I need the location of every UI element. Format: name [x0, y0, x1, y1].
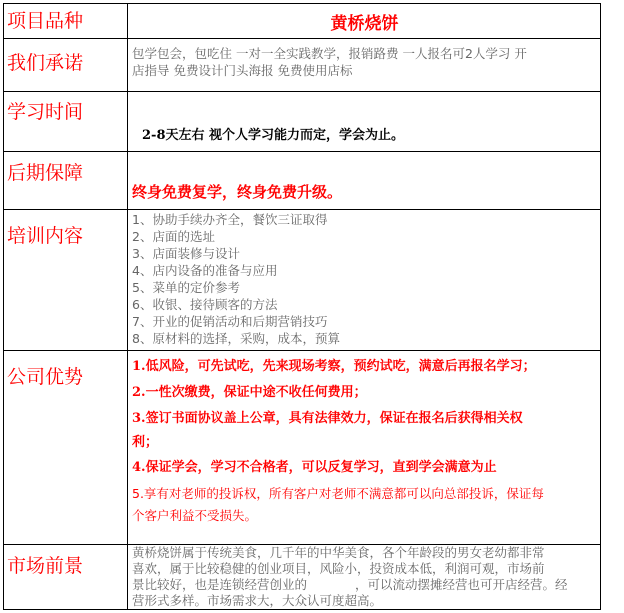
label-market: 市场前景 [4, 545, 128, 610]
row-variety [4, 4, 601, 39]
info-table [3, 3, 601, 610]
advantage-item-2: 2.一性次缴费，保证中途不收任何费用； [132, 385, 367, 400]
row-market [4, 545, 601, 610]
advantage-item-5: 5.享有对老师的投诉权，所有客户对老师不满意都可以向总部投诉，保证每 [132, 486, 544, 501]
value-guarantee: 终身免费复学，终身免费升级。 [128, 152, 601, 210]
advantage-item-3-cont: 利； [132, 435, 159, 450]
value-time: 2-8天左右 视个人学习能力而定，学会为止。 [128, 92, 601, 152]
market-line-3b: ，可以流动摆摊经营也可开店经营。经 [355, 577, 568, 592]
training-item-8: 8、原材料的选择，采购，成本，预算 [132, 331, 340, 346]
training-item-3: 3、店面装修与设计 [132, 246, 240, 261]
label-training: 培训内容 [4, 210, 128, 351]
advantage-item-5-cont: 个客户利益不受损失。 [132, 508, 258, 523]
value-advantages [128, 351, 601, 545]
row-promise [4, 39, 601, 92]
row-advantages [4, 351, 601, 545]
value-training [128, 210, 601, 351]
training-item-1: 1、协助手续办齐全，餐饮三证取得 [132, 212, 328, 227]
value-promise [128, 39, 601, 92]
label-time: 学习时间 [4, 92, 128, 152]
row-guarantee [4, 152, 601, 210]
promise-line-2: 店指导 免费设计门头海报 免费使用店标 [132, 63, 353, 78]
training-item-5: 5、菜单的定价参考 [132, 280, 240, 295]
label-advantages: 公司优势 [4, 351, 128, 545]
training-item-2: 2、店面的选址 [132, 229, 215, 244]
advantage-item-3: 3.签订书面协议盖上公章，具有法律效力，保证在报名后获得相关权 [132, 411, 523, 426]
market-line-1: 黄桥烧饼属于传统美食，几千年的中华美食，各个年龄段的男女老幼都非常 [132, 545, 545, 560]
row-time [4, 92, 601, 152]
value-variety: 黄桥烧饼 [128, 4, 601, 39]
market-line-2: 喜欢，属于比较稳健的创业项目，风险小，投资成本低，利润可观，市场前 [132, 561, 545, 576]
promise-line-1: 包学包会，包吃住 一对一全实践教学，报销路费 一人报名可2人学习 开 [132, 46, 527, 61]
row-training [4, 210, 601, 351]
advantage-item-4: 4.保证学会，学习不合格者，可以反复学习，直到学会满意为止 [132, 460, 497, 475]
advantage-item-1: 1.低风险，可先试吃，先来现场考察，预约试吃，满意后再报名学习； [132, 359, 536, 374]
label-guarantee: 后期保障 [4, 152, 128, 210]
training-item-6: 6、收银、接待顾客的方法 [132, 297, 278, 312]
training-item-7: 7、开业的促销活动和后期营销技巧 [132, 314, 328, 329]
training-item-4: 4、店内设备的准备与应用 [132, 263, 278, 278]
market-line-4: 营形式多样。市场需求大，大众认可度超高。 [132, 593, 383, 608]
value-market [128, 545, 601, 610]
label-promise: 我们承诺 [4, 39, 128, 92]
market-line-3a: 景比较好，也是连锁经营创业的 [132, 577, 308, 592]
market-line-3 [132, 577, 597, 593]
label-variety: 项目品种 [4, 4, 128, 39]
